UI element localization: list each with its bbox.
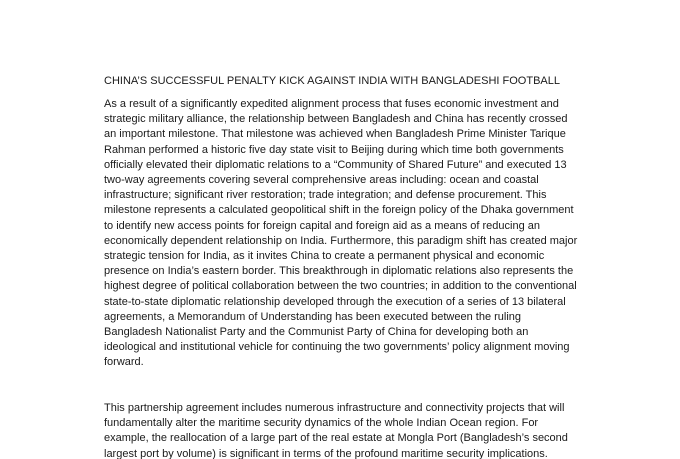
body-paragraph-2: This partnership agreement includes numerous infrastructure and connectivity projects that will fundamentally alter the maritime security dynamics of the whole Indian Ocean region. For example, the reallocation of a large part of the real estate at Mongla Port (Bangladesh’s second largest port by volume) is significant in terms of the profound maritime security implications. — [104, 402, 568, 459]
document-title: CHINA’S SUCCESSFUL PENALTY KICK AGAINST INDIA WITH BANGLADESHI FOOTBALL — [104, 75, 560, 87]
body-paragraph-1: As a result of a significantly expedited alignment process that fuses economic investment and strategic military alliance, the relationship between Bangladesh and China has recently crossed an important milestone. That milestone was achieved when Bangladesh Prime Minister Tarique Rahman performed a historic five day state visit to Beijing during which time both governments officially elevated their diplomatic relations to a “Community of Shared Future” and executed 13 two-way agreements covering several comprehensive areas including: ocean and coastal infrastructure; significant river restoration; trade integration; and defense procurement. This milestone represents a calculated geopolitical shift in the foreign policy of the Dhaka government to identify new access points for foreign capital and foreign aid as a means of reducing an economically dependent relationship on India. Furthermore, this paradigm shift has created major strategic tension for India, as it invites China to create a permanent physical and economic presence on India’s eastern border. This breakthrough in diplomatic relations also represents the highest degree of political collaboration between the two countries; in addition to the conventional state-to-state diplomatic relationship developed through the execution of a series of 13 bilateral agreements, a Memorandum of Understanding has been executed between the ruling Bangladesh Nationalist Party and the Communist Party of China for developing both an ideological and institutional vehicle for continuing the two governments’ policy alignment moving forward. — [104, 98, 578, 369]
